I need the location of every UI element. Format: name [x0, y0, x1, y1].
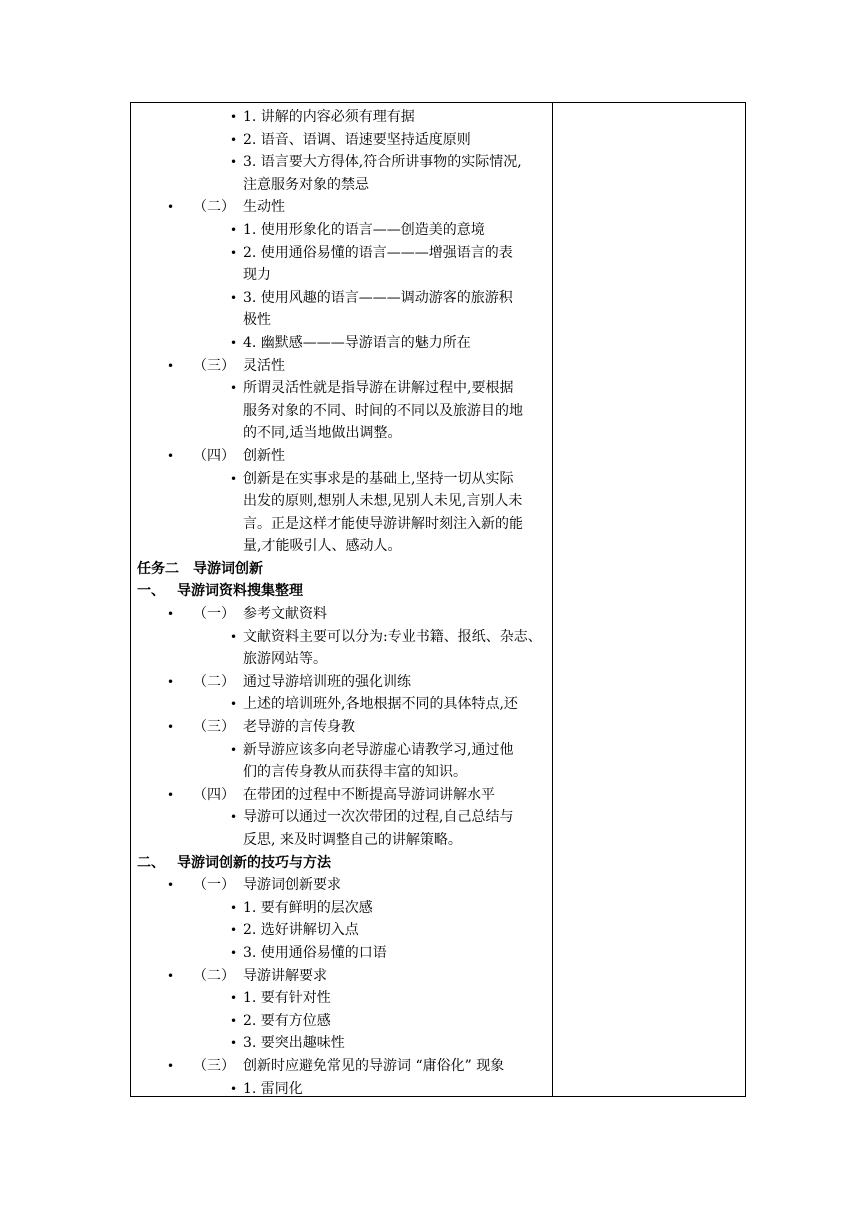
bullet-icon: • — [230, 742, 238, 757]
bullet-icon: • — [167, 878, 175, 893]
outline-line — [131, 129, 552, 152]
outline-number: （三） — [193, 719, 235, 736]
outline-heading: 参考文献资料 — [243, 606, 327, 623]
outline-number: （三） — [193, 357, 235, 374]
bullet-icon: • — [230, 945, 238, 960]
outline-heading: 导游词创新要求 — [243, 877, 341, 894]
bullet-icon: • — [167, 787, 175, 802]
outline-item: 3. 使用通俗易懂的口语 — [243, 944, 387, 961]
outline-line — [131, 468, 552, 491]
outline-line — [131, 1078, 552, 1101]
outline-item: 创新是在实事求是的基础上,坚持一切从实际 — [243, 470, 514, 487]
bullet-icon: • — [230, 155, 238, 170]
outline-line — [131, 535, 552, 558]
outline-line — [131, 693, 552, 716]
bullet-icon: • — [230, 629, 238, 644]
outline-number: （四） — [193, 786, 235, 803]
outline-item: 文献资料主要可以分为:专业书籍、报纸、杂志、 — [243, 628, 542, 645]
outline-item: 3. 使用风趣的语言———调动游客的旅游积 — [243, 289, 513, 306]
outline-item: 2. 要有方位感 — [243, 1012, 331, 1029]
outline-heading: 通过导游培训班的强化训练 — [243, 673, 411, 690]
outline-line — [131, 761, 552, 784]
bullet-icon: • — [230, 110, 238, 124]
outline-item-continued: 极性 — [243, 312, 271, 329]
outline-line — [131, 603, 552, 626]
bullet-icon: • — [230, 697, 238, 712]
outline-item-continued: 们的言传身教从而获得丰富的知识。 — [243, 764, 467, 781]
outline-line — [131, 965, 552, 988]
outline-line — [131, 648, 552, 671]
outline-item: 1. 讲解的内容必须有理有据 — [243, 109, 415, 125]
outline-line — [131, 219, 552, 242]
bullet-icon: • — [230, 1036, 238, 1051]
bullet-icon: • — [167, 200, 175, 215]
bullet-icon: • — [230, 900, 238, 915]
outline-heading: 导游讲解要求 — [243, 967, 327, 984]
outline-item: 3. 要突出趣味性 — [243, 1035, 345, 1052]
outline-item-continued: 量,才能吸引人、感动人。 — [243, 538, 402, 555]
bullet-icon: • — [167, 720, 175, 735]
outline-line — [131, 852, 552, 875]
outline-item: 1. 要有针对性 — [243, 990, 331, 1007]
outline-item-continued: 旅游网站等。 — [243, 651, 327, 668]
outline-line — [131, 490, 552, 513]
outline-line — [131, 716, 552, 739]
outline-line — [131, 942, 552, 965]
outline-line — [131, 332, 552, 355]
bullet-icon: • — [230, 335, 238, 350]
bullet-icon: • — [230, 1013, 238, 1028]
bullet-icon: • — [230, 471, 238, 486]
section-title: 导游词资料搜集整理 — [177, 583, 303, 600]
bullet-icon: • — [167, 674, 175, 689]
outline-heading: 在带团的过程中不断提高导游词讲解水平 — [243, 786, 495, 803]
outline-item: 所谓灵活性就是指导游在讲解过程中,要根据 — [243, 380, 514, 397]
task-title: 任务二 导游词创新 — [137, 560, 263, 577]
section-number: 一、 — [137, 583, 165, 600]
section-title: 导游词创新的技巧与方法 — [177, 854, 331, 871]
outline-number: （四） — [193, 447, 235, 464]
bullet-icon: • — [230, 1081, 238, 1096]
outline-line — [131, 1010, 552, 1033]
outline-line — [131, 829, 552, 852]
bullet-icon: • — [167, 607, 175, 622]
outline-line — [131, 626, 552, 649]
outline-line — [131, 671, 552, 694]
bullet-icon: • — [167, 358, 175, 373]
outline-line — [131, 287, 552, 310]
outline-line — [131, 806, 552, 829]
outline-item: 2. 语音、语调、语速要坚持适度原则 — [243, 131, 471, 148]
outline-line — [131, 580, 552, 603]
outline-line — [131, 196, 552, 219]
outline-number: （二） — [193, 673, 235, 690]
outline-item: 导游可以通过一次次带团的过程,自己总结与 — [243, 809, 514, 826]
bullet-icon: • — [167, 1058, 175, 1073]
outline-line — [131, 897, 552, 920]
outline-line — [131, 558, 552, 581]
bullet-icon: • — [230, 810, 238, 825]
bullet-icon: • — [230, 991, 238, 1006]
outline-item: 新导游应该多向老导游虚心请教学习,通过他 — [243, 741, 514, 758]
outline-line — [131, 874, 552, 897]
bullet-icon: • — [230, 245, 238, 260]
outline-line — [131, 242, 552, 265]
outline-line — [131, 784, 552, 807]
outline-line — [131, 513, 552, 536]
outline-line — [131, 151, 552, 174]
bullet-icon: • — [230, 290, 238, 305]
outline-number: （二） — [193, 199, 235, 216]
outline-line — [131, 400, 552, 423]
section-number: 二、 — [137, 854, 165, 871]
outline-item-continued: 反思, 来及时调整自己的讲解策略。 — [243, 832, 462, 848]
bullet-icon: • — [230, 381, 238, 396]
outline-item: 1. 要有鲜明的层次感 — [243, 899, 373, 916]
outline-item-continued: 注意服务对象的禁忌 — [243, 176, 369, 193]
outline-heading: 创新性 — [243, 447, 285, 464]
outline-item-continued: 服务对象的不同、时间的不同以及旅游目的地 — [243, 402, 523, 419]
outline-number: （三） — [193, 1057, 235, 1074]
outline-line — [131, 377, 552, 400]
outline-item-continued: 的不同,适当地做出调整。 — [243, 425, 402, 442]
outline-line — [131, 1032, 552, 1055]
outline-heading: 老导游的言传身教 — [243, 719, 355, 736]
outline-item-continued: 言。正是这样才能使导游讲解时刻注入新的能 — [243, 515, 523, 532]
bullet-icon: • — [230, 222, 238, 237]
bullet-icon: • — [230, 132, 238, 147]
outline-line — [131, 106, 552, 129]
outline-item: 2. 选好讲解切入点 — [243, 922, 359, 939]
outline-line — [131, 919, 552, 942]
column-divider — [552, 103, 553, 1096]
outline-heading: 灵活性 — [243, 357, 285, 374]
outline-line — [131, 422, 552, 445]
outline-item: 1. 雷同化 — [243, 1080, 303, 1097]
outline-line — [131, 445, 552, 468]
outline-item: 4. 幽默感———导游语言的魅力所在 — [243, 334, 471, 351]
outline-item: 1. 使用形象化的语言——创造美的意境 — [243, 221, 485, 238]
outline-line — [131, 739, 552, 762]
outline-number: （二） — [193, 967, 235, 984]
bullet-icon: • — [230, 923, 238, 938]
outline-item-continued: 现力 — [243, 267, 271, 284]
outline-item: 3. 语言要大方得体,符合所讲事物的实际情况, — [243, 154, 522, 171]
outline-heading: 创新时应避免常见的导游词 “庸俗化” 现象 — [243, 1057, 505, 1074]
content-table — [130, 102, 746, 1097]
outline-line — [131, 264, 552, 287]
outline-line — [131, 309, 552, 332]
outline-item-continued: 出发的原则,想别人未想,见别人未见,言别人未 — [243, 493, 523, 510]
bullet-icon: • — [167, 968, 175, 983]
outline-item: 上述的培训班外,各地根据不同的具体特点,还 — [243, 696, 518, 713]
outline-item: 2. 使用通俗易懂的语言———增强语言的表 — [243, 244, 513, 261]
outline-line — [131, 355, 552, 378]
outline-line — [131, 987, 552, 1010]
outline-line — [131, 1055, 552, 1078]
outline-number: （一） — [193, 606, 235, 623]
left-column — [131, 106, 552, 1100]
outline-line — [131, 174, 552, 197]
outline-number: （一） — [193, 877, 235, 894]
bullet-icon: • — [167, 448, 175, 463]
outline-heading: 生动性 — [243, 199, 285, 216]
